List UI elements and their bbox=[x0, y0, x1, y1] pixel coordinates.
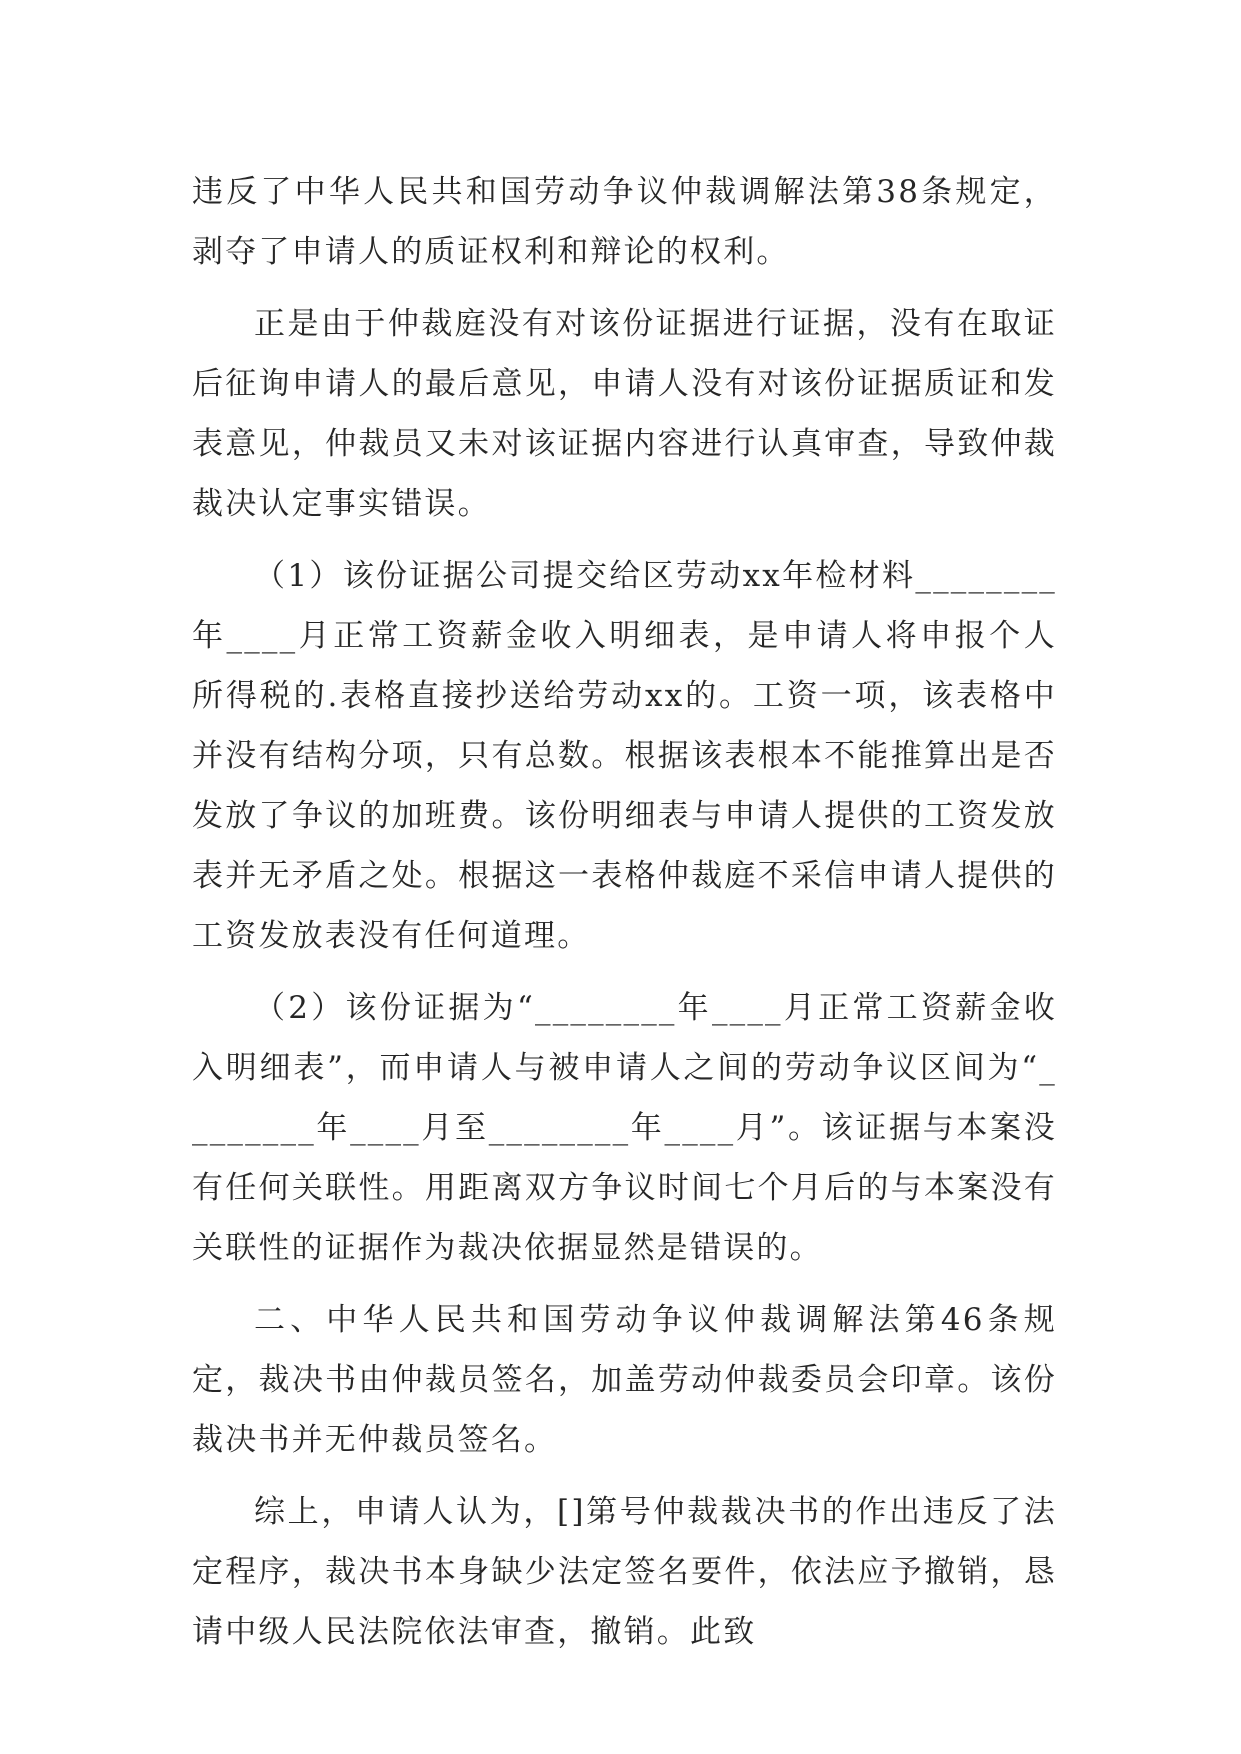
paragraph-point-1: （1）该份证据公司提交给区劳动xx年检材料________年____月正常工资薪金收入明细表，是申请人将申报个人所得税的.表格直接抄送给劳动xx的。工资一项，该表格中并没有结构分项，只有总数。根据该表根本不能推算出是否发放了争议的加班费。该份明细表与申请人提供的工资发放表并无矛盾之处。根据这一表格仲裁庭不采信申请人提供的工资发放表没有任何道理。 bbox=[192, 558, 1057, 954]
document-body bbox=[192, 162, 1057, 1662]
paragraph-article-46: 二、中华人民共和国劳动争议仲裁调解法第46条规定，裁决书由仲裁员签名，加盖劳动仲裁委员会印章。该份裁决书并无仲裁员签名。 bbox=[192, 1302, 1057, 1458]
paragraph-conclusion: 综上，申请人认为，[]第号仲裁裁决书的作出违反了法定程序，裁决书本身缺少法定签名要件，依法应予撤销，恳请中级人民法院依法审查，撤销。此致 bbox=[192, 1494, 1057, 1650]
paragraph-violation-article-38: 违反了中华人民共和国劳动争议仲裁调解法第38条规定，剥夺了申请人的质证权利和辩论的权利。 bbox=[192, 174, 1057, 270]
paragraph-evidence-not-examined: 正是由于仲裁庭没有对该份证据进行证据，没有在取证后征询申请人的最后意见，申请人没有对该份证据质证和发表意见，仲裁员又未对该证据内容进行认真审查，导致仲裁裁决认定事实错误。 bbox=[192, 306, 1057, 522]
paragraph-point-2: （2）该份证据为“________年____月正常工资薪金收入明细表”，而申请人与被申请人之间的劳动争议区间为“________年____月至________年____月”。该证据与本案没有任何关联性。用距离双方争议时间七个月后的与本案没有关联性的证据作为裁决依据显然是错误的。 bbox=[192, 990, 1057, 1266]
